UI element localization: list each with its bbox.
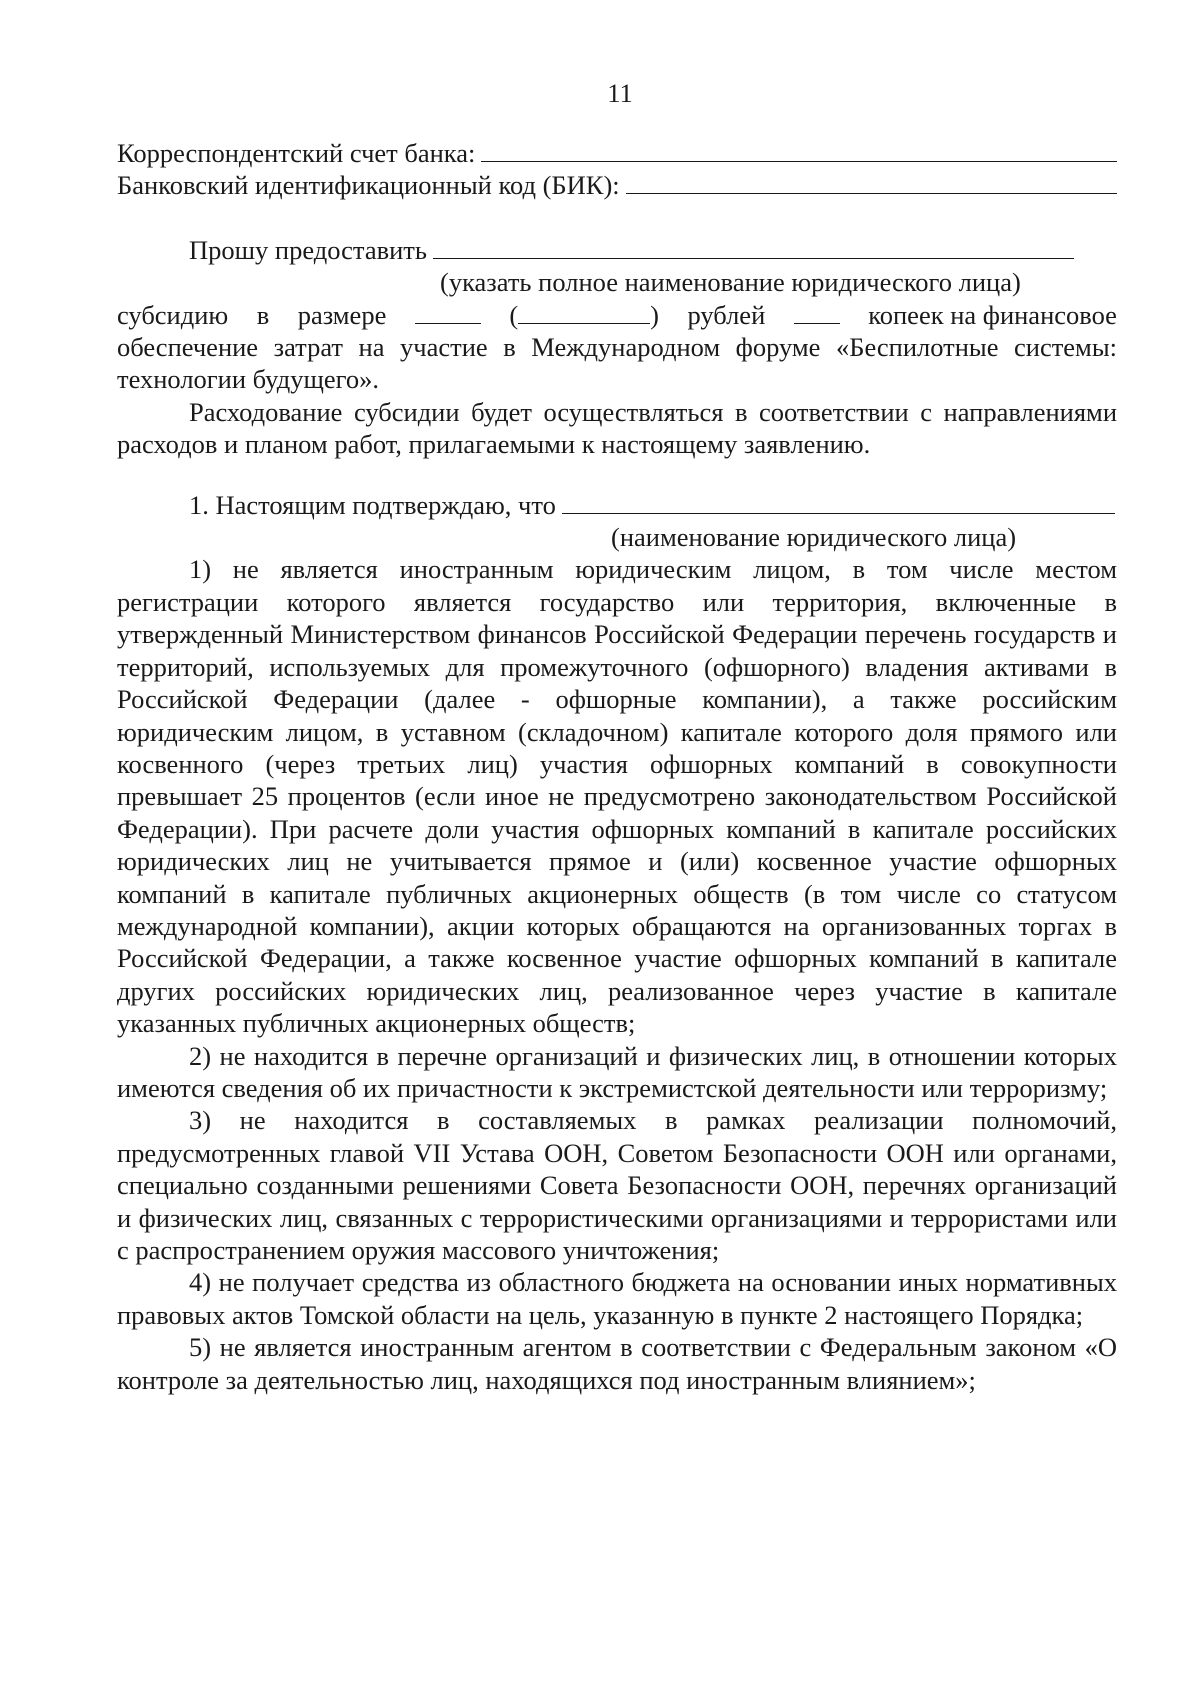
legal-entity-caption: (указать полное наименование юридического лица) [440,267,1021,298]
confirm-item-4: 4) не получает средства из областного бюджета на основании иных нормативных правовых актов Томской области на цель, указанную в пункте 2 настоящего Порядка; [117,1267,1117,1330]
document-body [117,137,1117,1396]
legal-entity-name-field[interactable] [562,491,1115,514]
bik-label: Банковский идентификационный код (БИК): [117,170,620,201]
legal-entity-name-caption: (наименование юридического лица) [611,522,1017,553]
confirm-item-3: 3) не находится в составляемых в рамках реализации полномочий, предусмотренных главой VII Устава ООН, Советом Безопасности ООН или органами, специально созданными решениями Совета Безопасности ООН, перечнях организаций и физических лиц, связанных с террористическими организациями и террористами или с распространением оружия массового уничтожения; [117,1105,1117,1265]
amount-paren-group: ( ) [509,299,659,330]
request-line [117,234,1117,266]
page-number: 11 [607,78,633,108]
confirm-item-2: 2) не находится в перечне организаций и физических лиц, в отношении которых имеются сведения об их причастности к экстремистской деятельности или терроризму; [117,1040,1117,1103]
kopeks-tail: копеек на финансовое [868,299,1117,330]
spending-text: Расходование субсидии будет осуществляться в соответствии с направлениями расходов и планом работ, прилагаемыми к настоящему заявлению. [117,396,1117,460]
legal-entity-full-name-field[interactable] [433,236,1074,259]
confirm-item-1: 1) не является иностранным юридическим лицом, в том числе местом регистрации которого является государство или территория, включенные в утвержденный Министерством финансов Российской Федерации перечень государств и территорий, используемых для промежуточного (офшорного) владения активами в Российской Федерации (далее - офшорные компании), а также российским юридическим лицом, в уставном (складочном) капитале которого доля прямого или косвенного (через третьих лиц) участия офшорных компаний в совокупности превышает 25 процентов (если иное не предусмотрено законодательством Российской Федерации). При расчете доли участия офшорных компаний в капитале российских юридических лиц не учитывается прямое и (или) косвенное участие офшорных компаний в капитале публичных акционерных обществ (в том числе со статусом международной компании), акции которых обращаются на организованных торгах в Российской Федерации, а также косвенное участие офшорных компаний в капитале других российских юридических лиц, реализованное через участие в капитале указанных публичных акционерных обществ; [117,554,1117,1039]
amount-word-2: в [256,299,270,330]
amount-word-3: размере [297,299,387,330]
corr-account-field[interactable] [481,139,1117,162]
rubles-label: рублей [687,299,766,330]
kopeks-field[interactable] [794,301,840,324]
purpose-text: обеспечение затрат на участие в Международном форуме «Беспилотные системы: технологии будущего». [117,332,1117,395]
amount-digits-field[interactable] [415,301,481,324]
corr-account-label: Корреспондентский счет банка: [117,138,476,168]
confirm-line [117,489,1117,521]
amount-word-1: субсидию [117,299,229,330]
amount-line [117,299,1117,331]
amount-words-field[interactable] [518,301,650,324]
confirm-prefix: 1. Настоящим подтверждаю, что [189,489,556,520]
bik-line [117,169,1117,201]
bik-field[interactable] [626,171,1117,194]
confirm-item-5: 5) не является иностранным агентом в соответствии с Федеральным законом «О контроле за деятельностью лиц, находящихся под иностранным влиянием»; [117,1332,1117,1395]
corr-account-line [117,137,1117,169]
request-prefix: Прошу предоставить [189,234,427,265]
